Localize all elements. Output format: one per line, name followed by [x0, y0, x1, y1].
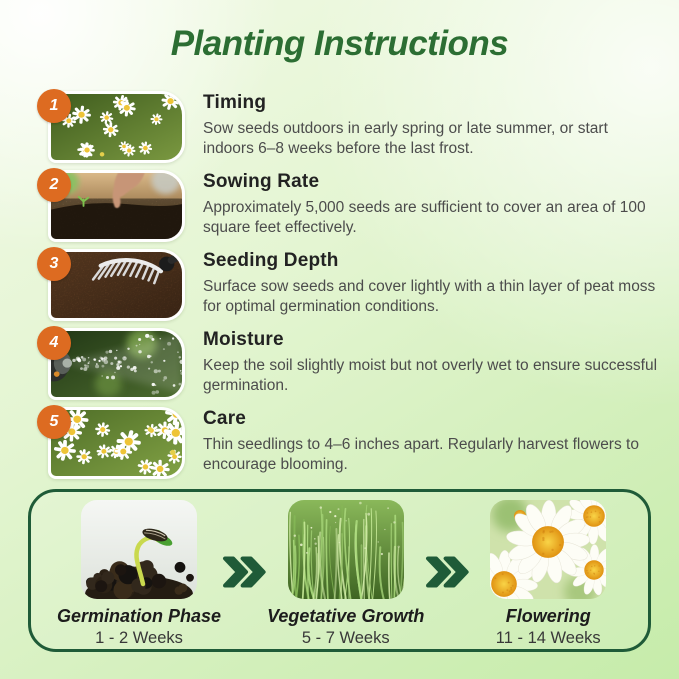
steps-list [48, 91, 679, 479]
step-row-moisture [48, 328, 679, 400]
step-photo-frame [48, 91, 185, 163]
step-description: Keep the soil slightly moist but not overly wet to ensure successful germination. [203, 357, 658, 395]
phase-label: Germination Phase [57, 606, 222, 626]
step-text-block [203, 249, 658, 318]
step-number-badge: 4 [37, 326, 71, 360]
growth-timeline-box [28, 489, 651, 652]
step-text-block [203, 91, 658, 160]
step-text-block [203, 170, 658, 239]
phase-duration: 1 - 2 Weeks [95, 629, 183, 647]
step-photo-frame [48, 407, 185, 479]
phase-arrow [424, 552, 470, 649]
step-number-badge: 3 [37, 247, 71, 281]
step-title: Moisture [203, 329, 284, 350]
double-chevron-right-icon [221, 552, 267, 592]
step-photo-frame [48, 328, 185, 400]
green-foliage-photo [288, 500, 404, 599]
step-title: Seeding Depth [203, 250, 339, 271]
seed-sprout-photo [81, 500, 197, 599]
phase-label: Vegetative Growth [267, 606, 425, 626]
phase-germination [57, 500, 221, 649]
step-text-block [203, 328, 658, 397]
double-chevron-right-icon [424, 552, 470, 592]
step-text-block [203, 407, 658, 476]
step-row-sowing-rate [48, 170, 679, 242]
page-title: Planting Instructions [170, 24, 509, 63]
step-title: Timing [203, 92, 267, 113]
phase-vegetative [267, 500, 424, 649]
step-row-care [48, 407, 679, 479]
chamomile-bloom-photo [490, 500, 606, 599]
phase-arrow [221, 552, 267, 649]
step-description: Surface sow seeds and cover lightly with a thin layer of peat moss for optimal germination conditions. [203, 278, 656, 316]
step-title: Sowing Rate [203, 171, 320, 192]
step-photo-frame [48, 249, 185, 321]
step-number-badge: 5 [37, 405, 71, 439]
step-title: Care [203, 408, 247, 429]
step-photo-frame [48, 170, 185, 242]
step-number-badge: 2 [37, 168, 71, 202]
step-number-badge: 1 [37, 89, 71, 123]
step-description: Thin seedlings to 4–6 inches apart. Regularly harvest flowers to encourage blooming. [203, 436, 639, 474]
phase-label: Flowering [505, 606, 591, 626]
step-row-timing [48, 91, 679, 163]
step-row-seeding-depth [48, 249, 679, 321]
step-description: Approximately 5,000 seeds are sufficient to cover an area of 100 square feet effectively. [203, 199, 646, 237]
phase-duration: 11 - 14 Weeks [495, 629, 601, 647]
phase-duration: 5 - 7 Weeks [301, 629, 390, 647]
phase-flowering [470, 500, 626, 649]
step-description: Sow seeds outdoors in early spring or late summer, or start indoors 6–8 weeks before the last frost. [203, 120, 608, 158]
